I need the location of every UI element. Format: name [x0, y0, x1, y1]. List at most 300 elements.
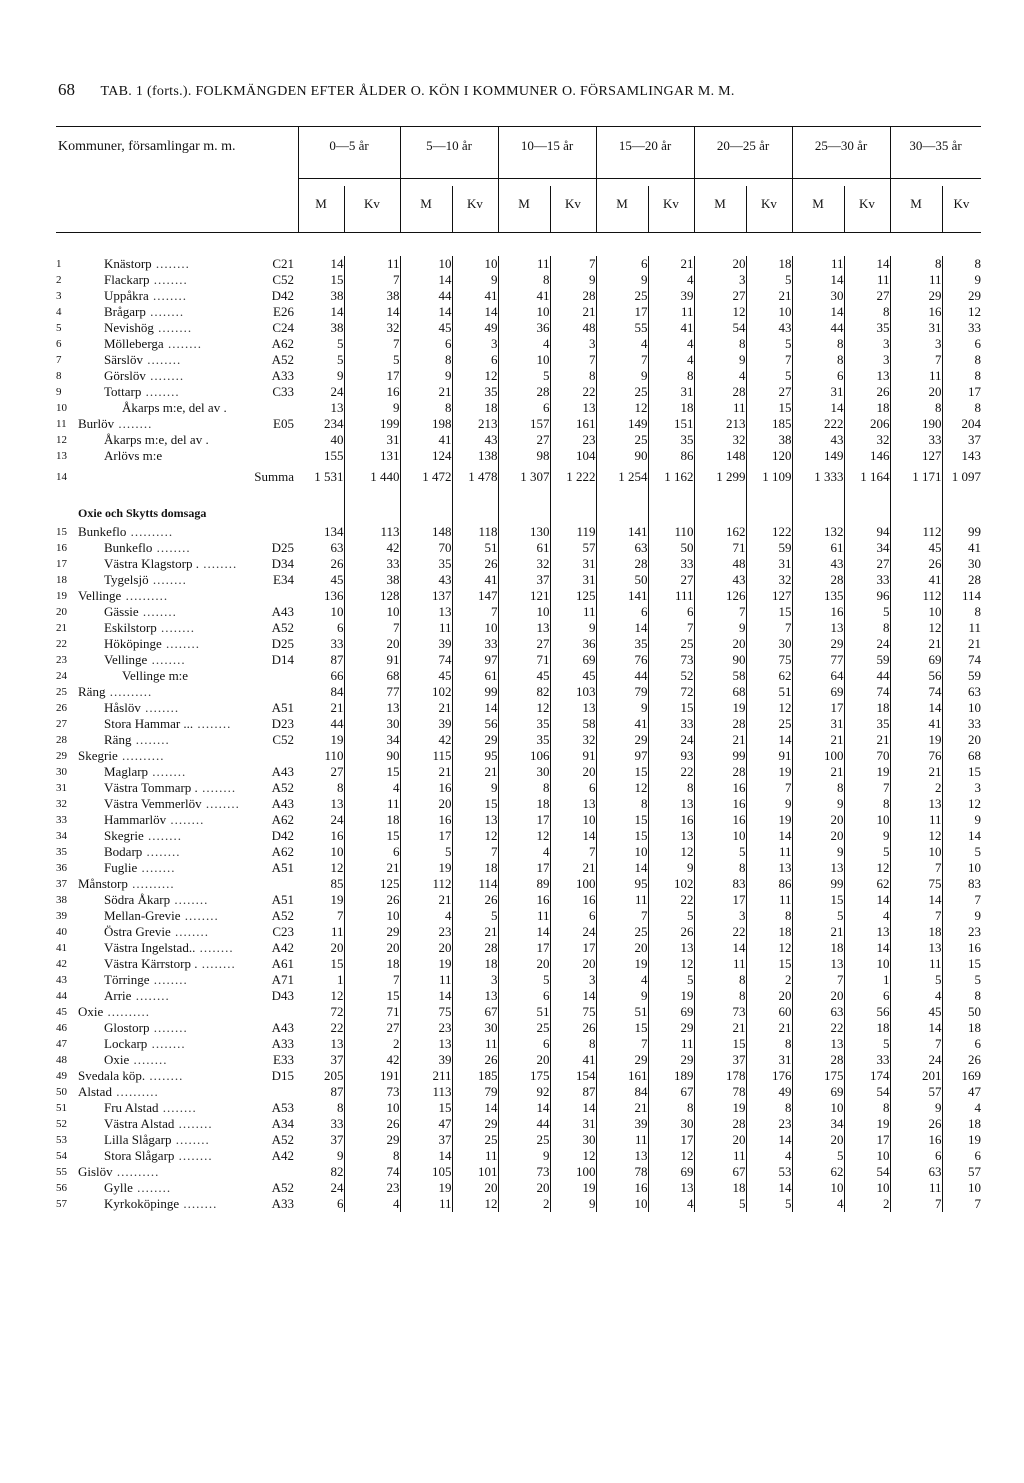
female-value: 27 [844, 288, 890, 304]
parish-code: D34 [271, 556, 294, 571]
male-value: 74 [890, 684, 942, 700]
female-value: 56 [844, 1004, 890, 1020]
male-value: 102 [400, 684, 452, 700]
male-value: 73 [498, 1164, 550, 1180]
male-value: 8 [400, 400, 452, 416]
male-value: 11 [694, 1148, 746, 1164]
female-value: 29 [344, 924, 400, 940]
male-value: 28 [792, 572, 844, 588]
male-value: 5 [792, 1148, 844, 1164]
female-value: 19 [746, 812, 792, 828]
row-label: Gässie [104, 604, 139, 619]
male-value: 90 [596, 448, 648, 464]
male-value: 85 [298, 876, 344, 892]
female-value: 7 [452, 604, 498, 620]
male-value: 6 [298, 620, 344, 636]
female-value: 33 [844, 1052, 890, 1068]
male-value: 47 [400, 1116, 452, 1132]
male-value: 35 [400, 556, 452, 572]
female-value: 26 [648, 924, 694, 940]
row-number: 32 [56, 798, 67, 810]
female-value: 7 [550, 256, 596, 272]
male-value: 18 [694, 1180, 746, 1196]
table-row [56, 732, 981, 748]
row-number: 6 [56, 338, 62, 350]
female-value: 99 [968, 524, 981, 539]
male-value: 20 [792, 988, 844, 1004]
male-value: 13 [792, 620, 844, 636]
female-value: 104 [550, 448, 596, 464]
male-value: 20 [400, 796, 452, 812]
parish-code: A43 [271, 604, 294, 619]
female-value: 51 [452, 540, 498, 556]
table-row [56, 320, 981, 336]
male-value: 13 [890, 796, 942, 812]
row-name-cell [78, 1068, 298, 1084]
row-name-cell [78, 732, 298, 748]
female-value: 185 [452, 1068, 498, 1084]
male-value: 20 [498, 1180, 550, 1196]
male-value: 7 [596, 1036, 648, 1052]
table-row [56, 1004, 981, 1020]
male-value: 67 [694, 1164, 746, 1180]
female-value: 12 [452, 828, 498, 844]
female-value: 11 [746, 892, 792, 908]
male-value: 190 [890, 416, 942, 432]
row-label: Kyrkoköpinge [104, 1196, 180, 1211]
female-value: 14 [550, 988, 596, 1004]
row-number: 49 [56, 1070, 67, 1082]
male-value: 56 [890, 668, 942, 684]
male-value: 8 [792, 352, 844, 368]
row-number: 19 [56, 590, 67, 602]
table-row [56, 572, 981, 588]
male-value: 44 [792, 320, 844, 336]
male-value: 9 [890, 1100, 942, 1116]
female-value: 14 [746, 1180, 792, 1196]
male-value: 7 [890, 1036, 942, 1052]
male-value: 198 [400, 416, 452, 432]
female-value: 9 [648, 860, 694, 876]
female-value: 8 [648, 780, 694, 796]
male-value: 71 [498, 652, 550, 668]
male-value: 234 [298, 416, 344, 432]
female-value: 125 [344, 876, 400, 892]
row-label: Stora Slågarp [104, 1148, 175, 1163]
male-column-label: M [714, 196, 726, 211]
female-value: 14 [452, 304, 498, 320]
female-value: 16 [968, 940, 981, 955]
table-row [56, 1084, 981, 1100]
male-value: 75 [890, 876, 942, 892]
row-name-cell [78, 416, 298, 432]
female-value: 24 [550, 924, 596, 940]
male-value: 63 [596, 540, 648, 556]
male-value: 178 [694, 1068, 746, 1084]
female-value: 13 [344, 700, 400, 716]
female-value: 53 [746, 1164, 792, 1180]
male-value: 14 [792, 304, 844, 320]
row-name-cell [78, 860, 298, 876]
leader-dots: ........ [180, 908, 219, 923]
female-value: 15 [968, 956, 981, 971]
row-name-cell [78, 812, 298, 828]
row-label: Hammarlöv [104, 812, 167, 827]
female-value: 204 [961, 416, 981, 431]
row-label: Fru Alstad [104, 1100, 159, 1115]
leader-dots: ........ [149, 1020, 188, 1035]
female-value: 20 [550, 764, 596, 780]
row-name-cell [78, 716, 298, 732]
female-value: 128 [344, 588, 400, 604]
male-value: 35 [498, 732, 550, 748]
spacer-cell [498, 502, 550, 524]
male-value: 21 [400, 764, 452, 780]
row-label: Östra Grevie [104, 924, 171, 939]
male-value: 73 [694, 1004, 746, 1020]
female-value: 8 [746, 908, 792, 924]
row-name-cell [78, 432, 298, 448]
female-value: 13 [746, 860, 792, 876]
female-value: 5 [746, 368, 792, 384]
table-row [56, 556, 981, 572]
female-value: 72 [648, 684, 694, 700]
male-value: 40 [298, 432, 344, 448]
row-label: Gylle [104, 1180, 133, 1195]
age-group-header: 0—5 år [329, 138, 369, 153]
female-value: 21 [746, 1020, 792, 1036]
male-value: 23 [400, 1020, 452, 1036]
table-row [56, 400, 981, 416]
table-row [56, 272, 981, 288]
row-name-cell [78, 448, 298, 464]
male-value: 69 [890, 652, 942, 668]
female-value: 12 [648, 1148, 694, 1164]
parish-code: A62 [271, 336, 294, 351]
row-number: 55 [56, 1166, 67, 1178]
female-value: 119 [550, 524, 596, 540]
row-label: Bodarp [104, 844, 143, 859]
male-value: 8 [498, 272, 550, 288]
male-value: 19 [694, 700, 746, 716]
leader-dots: ........ [132, 1180, 172, 1195]
leader-dots: ........ [114, 416, 153, 431]
header-divider [746, 186, 747, 232]
leader-dots: ........ [153, 320, 193, 335]
female-value: 35 [648, 432, 694, 448]
female-value: 34 [844, 540, 890, 556]
table-row [56, 764, 981, 780]
row-name-cell [78, 1020, 298, 1036]
female-value: 111 [648, 588, 694, 604]
female-value: 23 [550, 432, 596, 448]
male-value: 37 [298, 1132, 344, 1148]
female-value: 21 [648, 256, 694, 272]
male-value: 15 [298, 272, 344, 288]
male-value: 28 [694, 384, 746, 400]
table-row [56, 620, 981, 636]
male-value: 10 [298, 844, 344, 860]
female-value: 147 [452, 588, 498, 604]
leader-dots: ........ [137, 860, 176, 875]
leader-dots: ........ [131, 732, 170, 747]
female-value: 12 [550, 1148, 596, 1164]
parish-code: A42 [271, 940, 294, 955]
female-value: 31 [746, 1052, 792, 1068]
male-value: 6 [596, 256, 648, 272]
male-value: 126 [694, 588, 746, 604]
female-value: 13 [452, 988, 498, 1004]
row-name-cell [78, 1004, 298, 1020]
male-value: 43 [792, 432, 844, 448]
row-name-cell [78, 652, 298, 668]
male-value: 19 [890, 732, 942, 748]
female-value: 21 [550, 860, 596, 876]
table-row [56, 748, 981, 764]
male-value: 43 [792, 556, 844, 572]
male-value: 161 [596, 1068, 648, 1084]
female-value: 8 [974, 352, 981, 367]
table-row [56, 336, 981, 352]
female-value: 15 [452, 796, 498, 812]
row-number: 18 [56, 574, 67, 586]
parish-code: E26 [273, 304, 294, 319]
male-column-label: M [616, 196, 628, 211]
row-number: 51 [56, 1102, 67, 1114]
row-name-cell [78, 1196, 298, 1212]
spacer-cell [452, 490, 498, 502]
male-value: 98 [498, 448, 550, 464]
parish-code: A51 [271, 892, 294, 907]
male-value: 11 [890, 956, 942, 972]
female-value: 32 [746, 572, 792, 588]
header-divider [344, 186, 345, 232]
male-value: 211 [400, 1068, 452, 1084]
parish-code: A53 [271, 1100, 294, 1115]
male-value: 11 [400, 972, 452, 988]
female-value: 7 [550, 844, 596, 860]
male-value: 69 [792, 684, 844, 700]
female-value: 13 [648, 828, 694, 844]
table-row [56, 828, 981, 844]
row-label: Svedala köp. [78, 1068, 146, 1083]
summa-value: 1 254 [596, 464, 648, 490]
male-value: 41 [890, 716, 942, 732]
female-value: 8 [746, 1100, 792, 1116]
male-value: 4 [400, 908, 452, 924]
female-value: 8 [844, 1100, 890, 1116]
male-value: 21 [596, 1100, 648, 1116]
row-name-cell [78, 352, 298, 368]
leader-dots: ........ [145, 368, 185, 383]
male-value: 31 [792, 384, 844, 400]
female-value: 44 [844, 668, 890, 684]
female-value: 10 [968, 1180, 981, 1195]
male-column-label: M [518, 196, 530, 211]
row-name-cell [78, 524, 298, 540]
summa-value: 1 333 [792, 464, 844, 490]
male-value: 14 [400, 304, 452, 320]
male-value: 45 [400, 320, 452, 336]
female-value: 18 [844, 700, 890, 716]
female-value: 58 [550, 716, 596, 732]
female-value: 199 [344, 416, 400, 432]
female-value: 7 [844, 780, 890, 796]
row-name-cell [78, 1180, 298, 1196]
parish-code: C52 [272, 732, 294, 747]
row-name-cell [78, 1036, 298, 1052]
table-row [56, 524, 981, 540]
spacer-cell [792, 502, 844, 524]
female-value: 12 [746, 700, 792, 716]
row-label: Tottarp [104, 384, 142, 399]
row-number: 21 [56, 622, 67, 634]
row-name-cell [78, 1132, 298, 1148]
female-value: 8 [974, 604, 981, 619]
header-divider [648, 186, 649, 232]
male-value: 5 [694, 1196, 746, 1212]
female-value: 14 [452, 1100, 498, 1116]
leader-dots: ........ [145, 1068, 184, 1083]
female-value: 33 [968, 320, 981, 335]
row-label: Burlöv [78, 416, 115, 431]
row-label: Uppåkra [104, 288, 149, 303]
table-row [56, 844, 981, 860]
male-value: 58 [694, 668, 746, 684]
row-name-cell [78, 256, 298, 272]
male-value: 21 [890, 636, 942, 652]
male-value: 6 [498, 400, 550, 416]
female-value: 71 [344, 1004, 400, 1020]
male-value: 10 [694, 828, 746, 844]
female-value: 14 [746, 732, 792, 748]
male-value: 10 [498, 604, 550, 620]
female-value: 4 [746, 1148, 792, 1164]
male-value: 13 [596, 1148, 648, 1164]
female-value: 5 [344, 352, 400, 368]
female-value: 5 [844, 604, 890, 620]
male-value: 45 [498, 668, 550, 684]
female-value: 5 [452, 908, 498, 924]
row-label: Gislöv [78, 1164, 113, 1179]
table-row [56, 1068, 981, 1084]
female-column-label: Kv [364, 196, 380, 211]
summa-value: 1 478 [452, 464, 498, 490]
spacer-cell [942, 490, 981, 502]
female-value: 27 [746, 384, 792, 400]
row-label: Lilla Slågarp [104, 1132, 172, 1147]
row-name-cell [78, 668, 298, 684]
parish-code: A61 [271, 956, 294, 971]
spacer-cell [344, 502, 400, 524]
row-name-cell [78, 700, 298, 716]
male-value: 30 [792, 288, 844, 304]
female-value: 41 [550, 1052, 596, 1068]
male-value: 12 [298, 860, 344, 876]
female-value: 189 [648, 1068, 694, 1084]
female-value: 91 [344, 652, 400, 668]
male-value: 9 [694, 352, 746, 368]
spacer-cell [648, 502, 694, 524]
row-name-cell [78, 588, 298, 604]
row-label: Fuglie [104, 860, 138, 875]
female-value: 14 [550, 1100, 596, 1116]
female-value: 8 [974, 368, 981, 383]
male-value: 5 [694, 844, 746, 860]
male-value: 100 [792, 748, 844, 764]
male-value: 6 [498, 1036, 550, 1052]
male-value: 9 [498, 1148, 550, 1164]
female-value: 5 [648, 972, 694, 988]
female-value: 14 [844, 256, 890, 272]
male-value: 24 [298, 384, 344, 400]
female-value: 18 [844, 400, 890, 416]
female-value: 5 [746, 1196, 792, 1212]
female-value: 18 [452, 400, 498, 416]
male-value: 6 [298, 1196, 344, 1212]
male-value: 6 [498, 988, 550, 1004]
row-label: Glostorp [104, 1020, 150, 1035]
female-value: 5 [746, 272, 792, 288]
male-value: 106 [498, 748, 550, 764]
row-number: 47 [56, 1038, 67, 1050]
male-value: 16 [792, 604, 844, 620]
female-value: 9 [452, 780, 498, 796]
female-value: 19 [844, 1116, 890, 1132]
female-value: 6 [648, 604, 694, 620]
leader-dots: ........ [145, 304, 185, 319]
female-value: 19 [550, 1180, 596, 1196]
spacer-cell [400, 502, 452, 524]
male-value: 25 [498, 1020, 550, 1036]
male-value: 78 [694, 1084, 746, 1100]
male-value: 2 [890, 780, 942, 796]
female-value: 18 [968, 1020, 981, 1035]
female-value: 20 [550, 956, 596, 972]
female-value: 7 [344, 336, 400, 352]
female-value: 74 [968, 652, 981, 667]
male-value: 137 [400, 588, 452, 604]
leader-dots: ........ [131, 988, 170, 1003]
male-value: 26 [890, 1116, 942, 1132]
female-value: 33 [648, 716, 694, 732]
male-value: 54 [694, 320, 746, 336]
male-value: 12 [596, 400, 648, 416]
male-value: 9 [298, 368, 344, 384]
female-value: 6 [550, 780, 596, 796]
male-value: 17 [596, 304, 648, 320]
female-value: 7 [550, 352, 596, 368]
leader-dots: .......... [117, 748, 165, 763]
female-value: 45 [550, 668, 596, 684]
female-column-label: Kv [761, 196, 777, 211]
male-value: 4 [596, 336, 648, 352]
summa-value: 1 097 [951, 469, 981, 484]
female-value: 5 [844, 1036, 890, 1052]
table-row [56, 940, 981, 956]
female-value: 95 [452, 748, 498, 764]
female-value: 94 [844, 524, 890, 540]
table-row [56, 716, 981, 732]
parish-code: E33 [273, 1052, 294, 1067]
female-value: 185 [746, 416, 792, 432]
male-value: 75 [400, 1004, 452, 1020]
male-value: 44 [596, 668, 648, 684]
female-value: 41 [968, 540, 981, 555]
male-value: 39 [400, 1052, 452, 1068]
male-value: 17 [694, 892, 746, 908]
header-divider [452, 186, 453, 232]
